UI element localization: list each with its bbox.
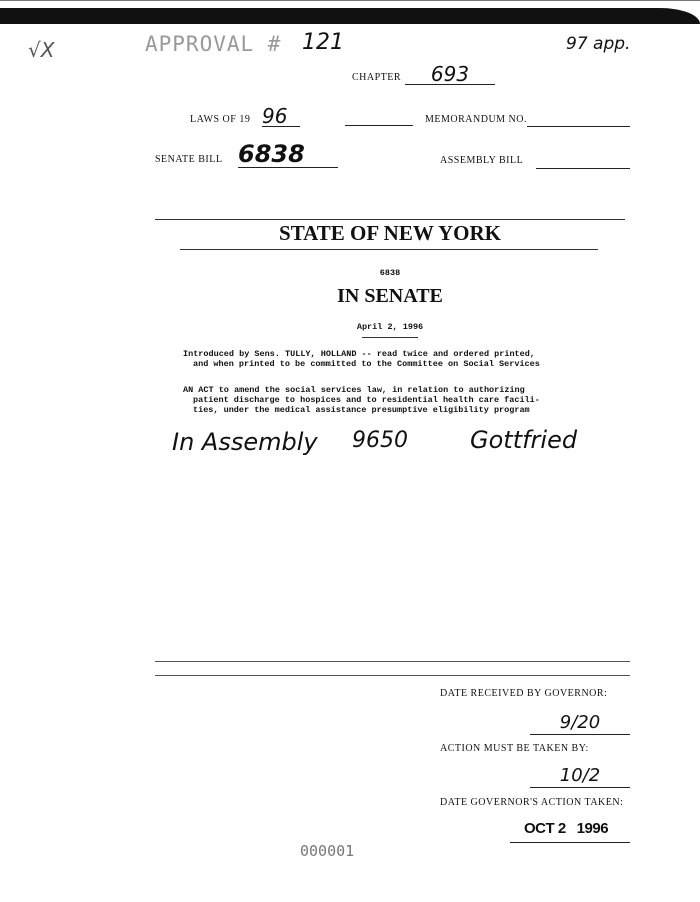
- chamber-title: IN SENATE: [337, 285, 443, 307]
- introduced-line-1: Introduced by Sens. TULLY, HOLLAND -- read twice and ordered printed,: [183, 349, 535, 359]
- memo-label: MEMORANDUM NO.: [425, 114, 528, 125]
- received-value: 9/20: [559, 712, 601, 733]
- bottom-rule-1: [155, 661, 630, 662]
- action-label: ACTION MUST BE TAKEN BY:: [440, 743, 589, 754]
- laws-field: [262, 104, 300, 127]
- chapter-value: 693: [430, 62, 470, 86]
- introduced-line-2: and when printed to be committed to the Committee on Social Services: [193, 359, 540, 369]
- sponsor-note: Gottfried: [470, 426, 578, 454]
- taken-field: [510, 820, 630, 843]
- bill-top-rule: [155, 219, 625, 220]
- state-underline: [180, 249, 598, 250]
- senate-value: 6838: [238, 140, 305, 168]
- top-edge-line: [0, 0, 700, 1]
- laws-label: LAWS OF 19: [190, 114, 251, 125]
- assembly-field: [536, 154, 630, 169]
- in-assembly-note: In Assembly: [172, 428, 318, 456]
- corner-mark: 97 app.: [566, 34, 631, 54]
- approval-number: 121: [302, 30, 344, 55]
- bottom-rule-2: [155, 675, 630, 676]
- senate-label: SENATE BILL: [155, 154, 223, 165]
- laws-value: 96: [262, 104, 288, 128]
- received-label: DATE RECEIVED BY GOVERNOR:: [440, 688, 608, 699]
- margin-mark: √X: [28, 38, 55, 62]
- top-scan-bar: [0, 8, 700, 24]
- chapter-field: [405, 62, 495, 85]
- taken-value: OCT 2 1996: [524, 820, 609, 837]
- senate-field: [238, 140, 338, 168]
- act-line-3: ties, under the medical assistance presumptive eligibility program: [193, 405, 530, 415]
- page-number: 000001: [300, 842, 355, 860]
- date-underline: [362, 337, 418, 338]
- chapter-label: CHAPTER: [352, 72, 402, 83]
- action-value: 10/2: [559, 765, 601, 786]
- bill-number: 6838: [379, 268, 401, 278]
- act-line-1: AN ACT to amend the social services law, in relation to authorizing: [183, 385, 525, 395]
- memo-field: [527, 112, 630, 127]
- assembly-number-note: 9650: [352, 428, 408, 453]
- taken-label: DATE GOVERNOR'S ACTION TAKEN:: [440, 797, 624, 808]
- state-title: STATE OF NEW YORK: [279, 221, 501, 245]
- action-field: [530, 765, 630, 788]
- bill-date: April 2, 1996: [356, 322, 424, 332]
- assembly-label: ASSEMBLY BILL: [440, 155, 524, 166]
- laws-extra-line: [345, 112, 413, 126]
- approval-stamp: APPROVAL #: [145, 32, 282, 56]
- received-field: [530, 712, 630, 735]
- act-line-2: patient discharge to hospices and to residential health care facili-: [193, 395, 540, 405]
